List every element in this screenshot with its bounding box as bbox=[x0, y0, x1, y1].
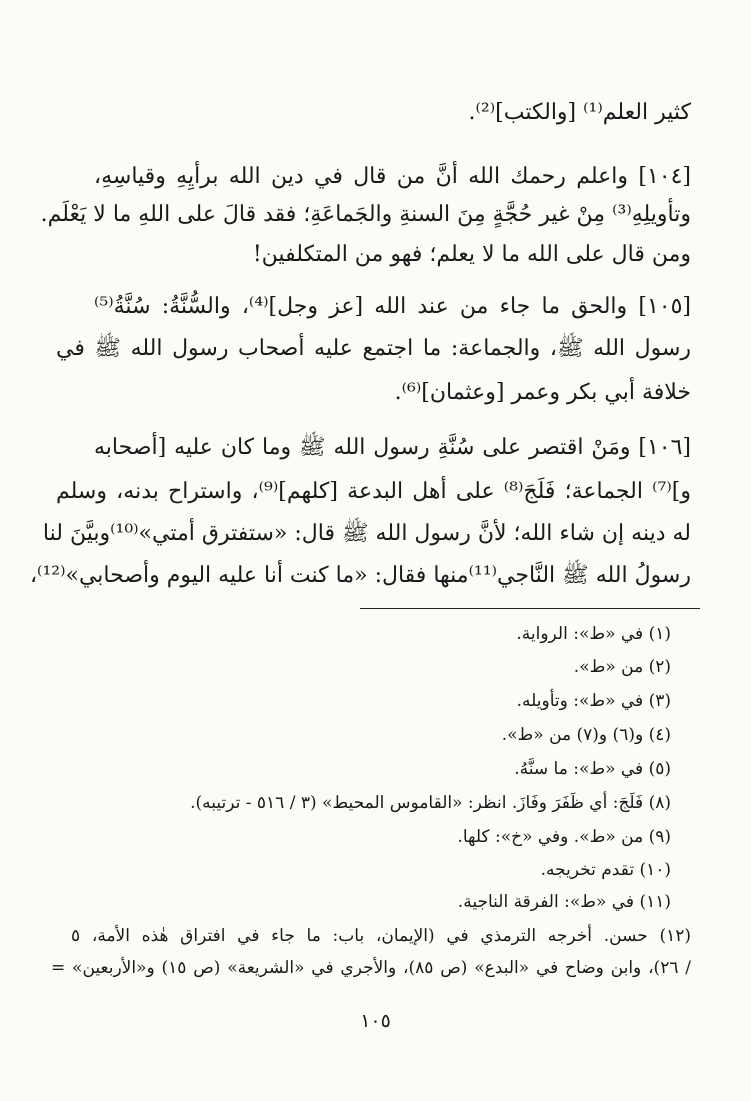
footnote-separator bbox=[360, 608, 700, 609]
paragraph-106-line-1: [١٠٦] ومَنْ اقتصر على سُنَّةِ رسول الله ﷺ وما كان عليه [أصحابه bbox=[94, 435, 691, 460]
footnote-2: (٢) من «ط». bbox=[573, 657, 671, 677]
paragraph-106-line-2: و]⁽⁷⁾ الجماعة؛ فَلَجَ⁽⁸⁾ على أهل البدعة [كلهم]⁽⁹⁾، واستراح بدنه، وسلم bbox=[56, 479, 691, 504]
footnote-11: (١١) في «ط»: الفرقة الناجية. bbox=[457, 892, 671, 912]
page-number: ١٠٥ bbox=[360, 1010, 391, 1032]
footnote-9: (٩) من «ط». وفي «خ»: كلها. bbox=[457, 827, 671, 847]
footnote-5: (٥) في «ط»: ما سنَّهُ. bbox=[514, 759, 671, 779]
footnote-12-line-2: / ٢٦)، وابن وضاح في «البدع» (ص ٨٥)، والأجري في «الشريعة» (ص ١٥) و«الأربعين» = bbox=[51, 958, 692, 978]
footnote-8: (٨) فَلَجَ: أي ظَفَرَ وفَازَ. انظر: «القاموس المحيط» (٣ / ٥١٦ - ترتيبه). bbox=[190, 793, 671, 813]
paragraph-105-line-3: خلافة أبي بكر وعمر [وعثمان]⁽⁶⁾. bbox=[394, 380, 691, 405]
paragraph-105-line-2: رسول الله ﷺ، والجماعة: ما اجتمع عليه أصحاب رسول الله ﷺ في bbox=[56, 336, 692, 361]
paragraph-104-line-2: وتأويلِهِ⁽³⁾ مِنْ غير حُجَّةٍ مِنَ السنةِ والجَماعَةِ؛ فقد قالَ على اللهِ ما لا يَعْلَم. bbox=[40, 202, 691, 227]
footnote-4: (٤) و(٦) و(٧) من «ط». bbox=[501, 725, 671, 745]
paragraph-106-line-3: له دينه إن شاء الله؛ لأنَّ رسول الله ﷺ قال: «ستفترق أمتي»⁽¹⁰⁾وبيَّنَ لنا bbox=[42, 521, 691, 546]
paragraph-106-line-4: رسولُ الله ﷺ النَّاجي⁽¹¹⁾منها فقال: «ما كنت أنا عليه اليوم وأصحابي»⁽¹²⁾، bbox=[29, 563, 691, 588]
paragraph-105-line-1: [١٠٥] والحق ما جاء من عند الله [عز وجل]⁽⁴⁾، والسُّنَّةُ: سُنَّةُ⁽⁵⁾ bbox=[94, 294, 691, 319]
footnote-10: (١٠) تقدم تخريجه. bbox=[540, 860, 671, 880]
footnote-12-line-1: (١٢) حسن. أخرجه الترمذي في (الإيمان، باب: ما جاء في افتراق هٰذه الأمة، ٥ bbox=[71, 926, 691, 946]
footnote-1: (١) في «ط»: الرواية. bbox=[516, 624, 671, 644]
body-line-1: كثير العلم⁽¹⁾ [والكتب]⁽²⁾. bbox=[468, 100, 691, 125]
paragraph-104-line-1: [١٠٤] واعلم رحمك الله أنَّ من قال في دين الله برأيِهِ وقياسِهِ، bbox=[94, 164, 691, 189]
footnote-3: (٣) في «ط»: وتأويله. bbox=[516, 691, 671, 711]
paragraph-104-line-3: ومن قال على الله ما لا يعلم؛ فهو من المتكلفين! bbox=[252, 242, 691, 267]
